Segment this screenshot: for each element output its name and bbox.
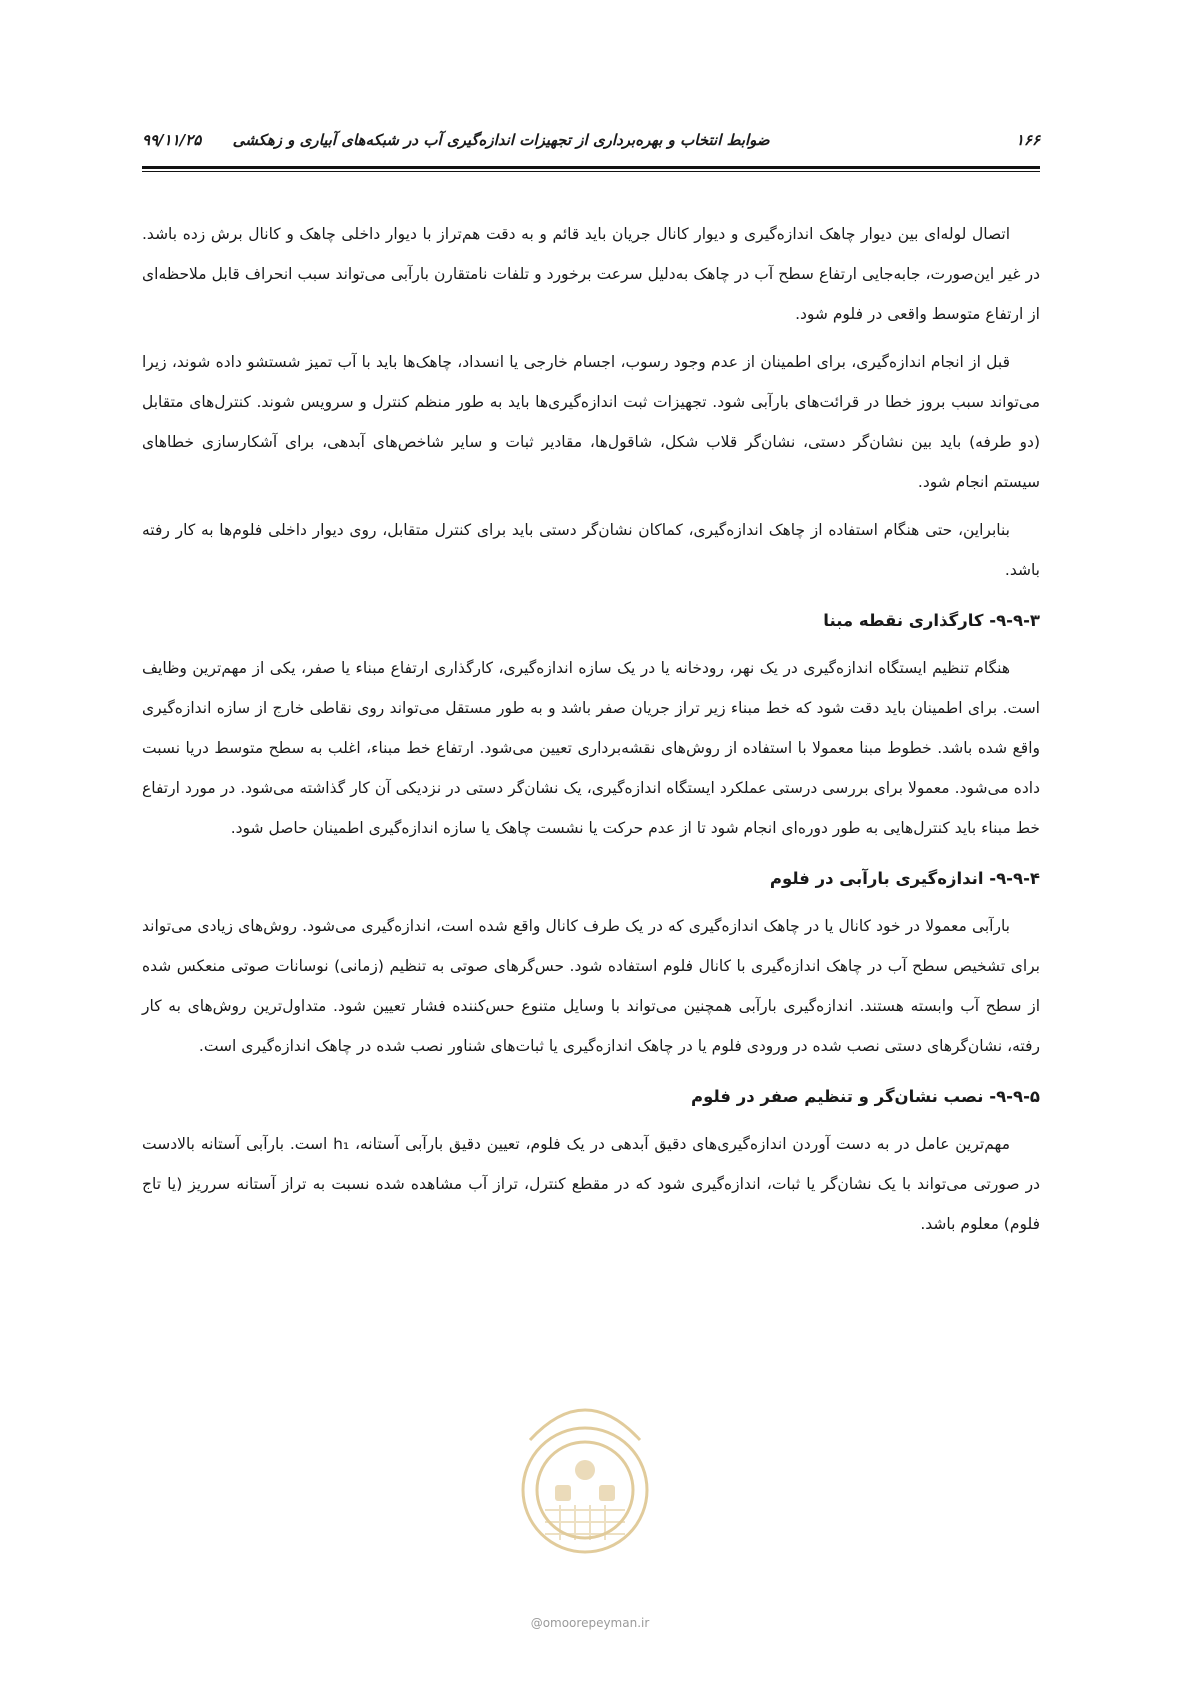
section-heading-9-9-4: ۹-۹-۴- اندازه‌گیری بارآبی در فلوم <box>769 869 1040 888</box>
page-number: ۱۶۶ <box>1015 131 1040 149</box>
paragraph-4: هنگام تنظیم ایستگاه اندازه‌گیری در یک نهر، رودخانه یا در یک سازه اندازه‌گیری، کارگذاری ارتفاع مبناء یا صفر، یکی از مهم‌ترین وظایف است. برای اطمینان باید دقت شود که خط مبناء زیر تراز جریان صفر باشد و به طور مستقل می‌تواند روی نقاطی خارج از سازه اندازه‌گیری واقع شده باشد. خطوط مبنا معمولا با استفاده از روش‌های نقشه‌برداری تعیین می‌شود. ارتفاع خط مبناء، اغلب به سطح متوسط دریا نسبت داده می‌شود. معمولا برای بررسی درستی عملکرد ایستگاه اندازه‌گیری، یک نشان‌گر دستی در نزدیکی آن کار گذاشته می‌شود. در مورد ارتفاع خط مبناء باید کنترل‌هایی به طور دوره‌ای انجام شود تا از عدم حرکت یا نشست چاهک یا سازه اندازه‌گیری اطمینان حاصل شود. <box>142 659 1040 837</box>
header-spacer <box>207 131 228 149</box>
header-title: ضوابط انتخاب و بهره‌برداری از تجهیزات اندازه‌گیری آب در شبکه‌های آبیاری و زهکشی <box>232 131 770 149</box>
header-rule-thick <box>142 166 1040 169</box>
page-header <box>142 122 1040 158</box>
paragraph-5: بارآبی معمولا در خود کانال یا در چاهک اندازه‌گیری که در یک طرف کانال واقع شده است، اندازه‌گیری می‌شود. روش‌های زیادی می‌تواند برای تشخیص سطح آب در چاهک اندازه‌گیری با کانال فلوم استفاده شود. حس‌گرهای صوتی به تنظیم (زمانی) نوسانات صوتی منعکس شده از سطح آب وابسته هستند. اندازه‌گیری بارآبی همچنین می‌تواند با وسایل متنوع حس‌کننده فشار تعیین شود. متداول‌ترین روش‌های به کار رفته، نشان‌گرهای دستی نصب شده در ورودی فلوم یا در چاهک اندازه‌گیری یا ثبات‌های شناور نصب شده در چاهک اندازه‌گیری است. <box>142 917 1040 1055</box>
omoorepeyman-seal-icon <box>500 1370 670 1570</box>
watermark-url: @omoorepeyman.ir <box>530 1616 650 1630</box>
header-date: ۹۹/۱۱/۲۵ <box>142 131 202 149</box>
document-body <box>142 214 1040 1252</box>
paragraph-3: بنابراین، حتی هنگام استفاده از چاهک اندازه‌گیری، کماکان نشان‌گر دستی باید برای کنترل متقابل، روی دیوار داخلی فلوم‌ها به کار رفته باشد. <box>142 521 1040 579</box>
paragraph-2: قبل از انجام اندازه‌گیری، برای اطمینان از عدم وجود رسوب، اجسام خارجی یا انسداد، چاهک‌ها باید با آب تمیز شستشو داده شوند، زیرا می‌تواند سبب بروز خطا در قرائت‌های بارآبی شود. تجهیزات ثبت اندازه‌گیری‌ها باید به طور منظم کنترل و سرویس شوند. کنترل‌های متقابل (دو طرفه) باید بین نشان‌گر دستی، نشان‌گر قلاب شکل، شاقول‌ها، مقادیر ثبات و سایر شاخص‌های آبدهی، برای آشکارسازی خطاهای سیستم انجام شود. <box>142 353 1040 491</box>
section-heading-9-9-3: ۹-۹-۳- کارگذاری نقطه مبنا <box>823 611 1040 630</box>
header-title-group <box>142 131 770 149</box>
header-rule-thin <box>142 171 1040 172</box>
paragraph-6: مهم‌ترین عامل در به دست آوردن اندازه‌گیری‌های دقیق آبدهی در یک فلوم، تعیین دقیق بارآبی آستانه، h₁ است. بارآبی آستانه بالادست در صورتی می‌تواند با یک نشان‌گر یا ثبات، اندازه‌گیری شود که در مقطع کنترل، تراز آب مشاهده شده نسبت به تراز آستانه سرریز (یا تاج فلوم) معلوم باشد. <box>142 1135 1040 1233</box>
section-heading-9-9-5: ۹-۹-۵- نصب نشان‌گر و تنظیم صفر در فلوم <box>691 1087 1040 1106</box>
paragraph-1: اتصال لوله‌ای بین دیوار چاهک اندازه‌گیری و دیوار کانال جریان باید قائم و به دقت هم‌تراز با دیوار داخلی چاهک و کانال برش زده باشد. در غیر این‌صورت، جابه‌جایی ارتفاع سطح آب در چاهک به‌دلیل سرعت برخورد و تلفات نامتقارن بارآبی می‌تواند سبب انحراف قابل ملاحظه‌ای از ارتفاع متوسط واقعی در فلوم شود. <box>142 225 1040 323</box>
